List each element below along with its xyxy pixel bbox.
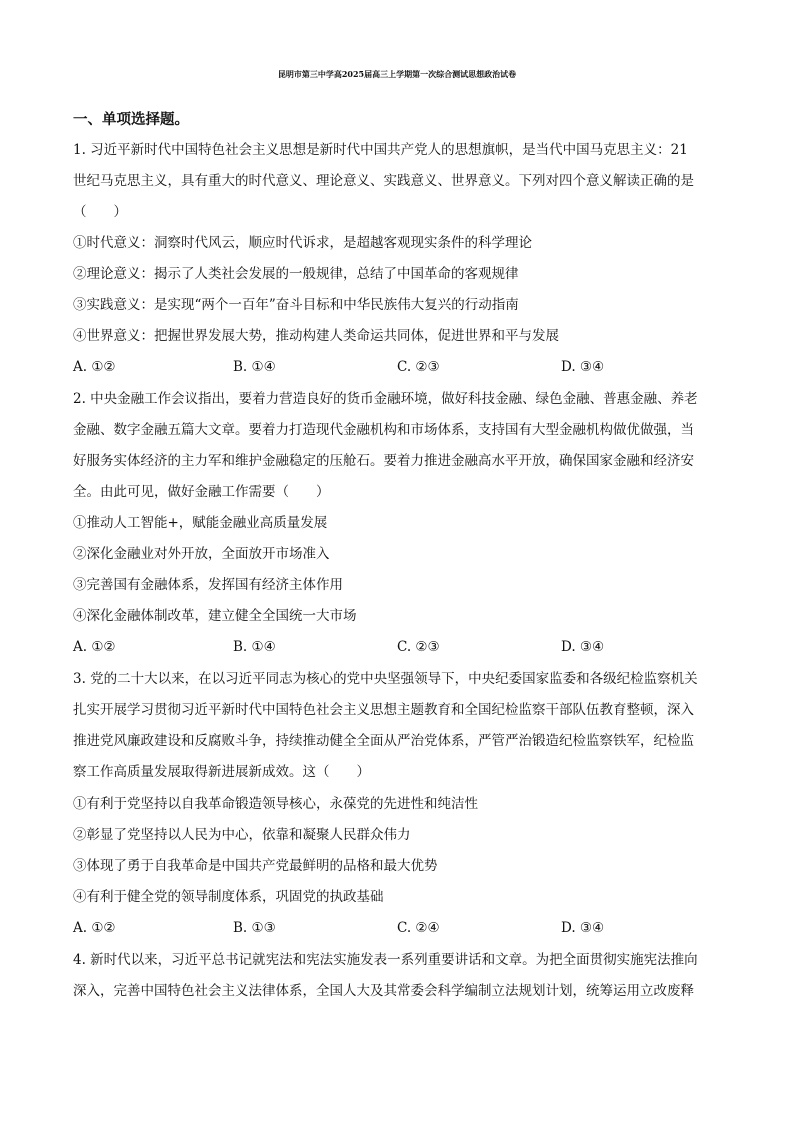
q3-stem-line-4: 察工作高质量发展取得新进展新成效。这（ ） <box>73 764 370 780</box>
q3-option-d: D. ③④ <box>561 920 605 936</box>
q1-stem-line-3: （ ） <box>73 204 127 220</box>
q1-option-a: A. ①② <box>73 359 116 375</box>
q2-stem-line-4: 全。由此可见，做好金融工作需要（ ） <box>73 484 330 500</box>
q1-stem-line-1: 1. 习近平新时代中国特色社会主义思想是新时代中国共产党人的思想旗帜，是当代中国马克思主义：21 <box>73 142 688 158</box>
page-title: 昆明市第三中学高2025届高三上学期第一次综合测试思想政治试卷 <box>277 69 517 79</box>
q3-option-c: C. ②④ <box>397 920 440 936</box>
q2-stem-line-3: 好服务实体经济的主力军和维护金融稳定的压舱石。要着力推进金融高水平开放，确保国家金融和经济安 <box>73 453 694 469</box>
q1-stem-line-2: 世纪马克思主义，具有重大的时代意义、理论意义、实践意义、世界意义。下列对四个意义解读正确的是 <box>73 173 694 189</box>
q3-stem-line-2: 扎实开展学习贯彻习近平新时代中国特色社会主义思想主题教育和全国纪检监察干部队伍教育整顿，深入 <box>73 702 694 718</box>
q3-item-1: ①有利于党坚持以自我革命锻造领导核心，永葆党的先进性和纯洁性 <box>73 796 478 812</box>
q1-item-2: ②理论意义：揭示了人类社会发展的一般规律，总结了中国革命的客观规律 <box>73 266 519 282</box>
q1-option-d: D. ③④ <box>561 359 605 375</box>
q2-option-c: C. ②③ <box>397 639 440 655</box>
q1-item-1: ①时代意义：洞察时代风云，顺应时代诉求，是超越客观现实条件的科学理论 <box>73 235 532 251</box>
q1-option-b: B. ①④ <box>233 359 276 375</box>
q2-option-d: D. ③④ <box>561 639 605 655</box>
q2-item-3: ③完善国有金融体系，发挥国有经济主体作用 <box>73 577 343 593</box>
q4-stem-line-1: 4. 新时代以来，习近平总书记就宪法和宪法实施发表一系列重要讲话和文章。为把全面贯彻实施宪法推向 <box>73 952 698 968</box>
q3-options <box>73 919 733 937</box>
q3-option-b: B. ①③ <box>233 920 276 936</box>
q2-stem-line-2: 金融、数字金融五篇大文章。要着力打造现代金融机构和市场体系，支持国有大型金融机构做优做强，当 <box>73 422 694 438</box>
q3-stem-line-3: 推进党风廉政建设和反腐败斗争，持续推动健全全面从严治党体系，严管严治锻造纪检监察铁军，纪检监 <box>73 733 694 749</box>
q1-item-4: ④世界意义：把握世界发展大势，推动构建人类命运共同体，促进世界和平与发展 <box>73 328 559 344</box>
q4-stem-line-2: 深入，完善中国特色社会主义法律体系，全国人大及其常委会科学编制立法规划计划，统筹运用立改废释 <box>73 983 694 999</box>
q2-options <box>73 638 733 656</box>
q3-item-4: ④有利于健全党的领导制度体系，巩固党的执政基础 <box>73 889 384 905</box>
q3-item-2: ②彰显了党坚持以人民为中心，依靠和凝聚人民群众伟力 <box>73 827 411 843</box>
q2-item-1: ①推动人工智能+，赋能金融业高质量发展 <box>73 515 328 531</box>
q2-item-4: ④深化金融体制改革，建立健全全国统一大市场 <box>73 608 357 624</box>
q3-stem-line-1: 3. 党的二十大以来，在以习近平同志为核心的党中央坚强领导下，中央纪委国家监委和各级纪检监察机关 <box>73 671 698 687</box>
q2-option-a: A. ①② <box>73 639 116 655</box>
q1-option-c: C. ②③ <box>397 359 440 375</box>
q3-item-3: ③体现了勇于自我革命是中国共产党最鲜明的品格和最大优势 <box>73 858 438 874</box>
q2-option-b: B. ①④ <box>233 639 276 655</box>
q3-option-a: A. ①② <box>73 920 116 936</box>
q1-item-3: ③实践意义：是实现“两个一百年”奋斗目标和中华民族伟大复兴的行动指南 <box>73 297 519 313</box>
q2-stem-line-1: 2. 中央金融工作会议指出，要着力营造良好的货币金融环境，做好科技金融、绿色金融、普惠金融、养老 <box>73 391 698 407</box>
q1-options <box>73 358 733 376</box>
q2-item-2: ②深化金融业对外开放，全面放开市场准入 <box>73 546 330 562</box>
section-heading: 一、单项选择题。 <box>73 111 189 128</box>
